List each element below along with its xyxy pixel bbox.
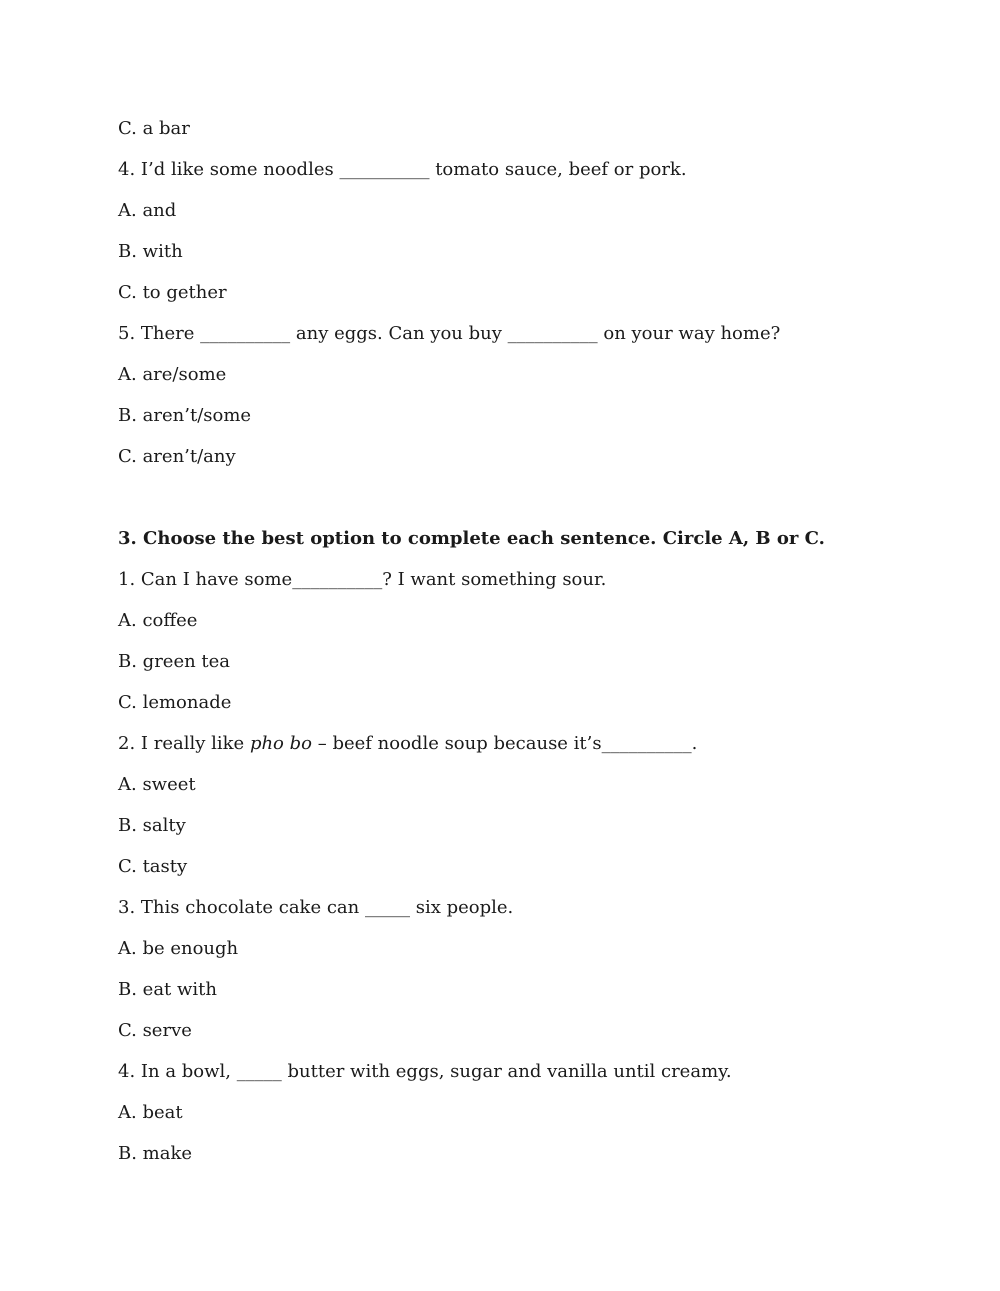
q4-option-b: B. make: [118, 1143, 193, 1164]
q3-option-c: C. serve: [118, 1020, 192, 1041]
stem-text: six people.: [415, 897, 514, 918]
q2-option-b: B. salty: [118, 815, 186, 836]
answer-blank: __________: [601, 733, 692, 754]
answer-blank: __________: [292, 569, 383, 590]
prev-q3-option-c: C. a bar: [118, 118, 190, 139]
q4-option-a: A. beat: [118, 1102, 183, 1123]
answer-blank: __________: [507, 323, 598, 344]
q1-option-a: A. coffee: [118, 610, 198, 631]
stem-text: 4. In a bowl,: [118, 1061, 232, 1082]
stem-text: any eggs. Can you buy: [295, 323, 502, 344]
stem-text: on your way home?: [603, 323, 781, 344]
answer-blank: _____: [364, 897, 410, 918]
q2-option-a: A. sweet: [118, 774, 196, 795]
dish-name: pho bo: [249, 733, 312, 754]
stem-text: 2. I really like: [118, 733, 245, 754]
stem-text: 5. There: [118, 323, 195, 344]
stem-text: 4. I’d like some noodles: [118, 159, 334, 180]
q1-option-b: B. green tea: [118, 651, 231, 672]
stem-text: .: [691, 733, 698, 754]
answer-blank: __________: [339, 159, 430, 180]
stem-text: 1. Can I have some: [118, 569, 293, 590]
q1-option-c: C. lemonade: [118, 692, 232, 713]
answer-blank: __________: [200, 323, 291, 344]
stem-text: tomato sauce, beef or pork.: [435, 159, 687, 180]
answer-blank: _____: [236, 1061, 282, 1082]
section-heading: 3. Choose the best option to complete each sentence. Circle A, B or C.: [118, 528, 825, 549]
q3-option-b: B. eat with: [118, 979, 217, 1000]
prev-q5-option-b: B. aren’t/some: [118, 405, 252, 426]
q3-option-a: A. be enough: [118, 938, 239, 959]
q2-stem: [118, 732, 697, 756]
q1-stem: [118, 568, 606, 592]
prev-q5-option-c: C. aren’t/any: [118, 446, 236, 467]
q3-stem: [118, 896, 513, 920]
prev-q4-stem: [118, 158, 687, 182]
stem-text: 3. This chocolate cake can: [118, 897, 360, 918]
prev-q5-option-a: A. are/some: [118, 364, 227, 385]
stem-text: ? I want something sour.: [382, 569, 607, 590]
prev-q4-option-b: B. with: [118, 241, 183, 262]
q2-option-c: C. tasty: [118, 856, 188, 877]
prev-q4-option-a: A. and: [118, 200, 177, 221]
prev-q5-stem: [118, 322, 780, 346]
stem-text: – beef noodle soup because it’s: [317, 733, 602, 754]
stem-text: butter with eggs, sugar and vanilla until creamy.: [287, 1061, 732, 1082]
prev-q4-option-c: C. to gether: [118, 282, 227, 303]
q4-stem: [118, 1060, 732, 1084]
